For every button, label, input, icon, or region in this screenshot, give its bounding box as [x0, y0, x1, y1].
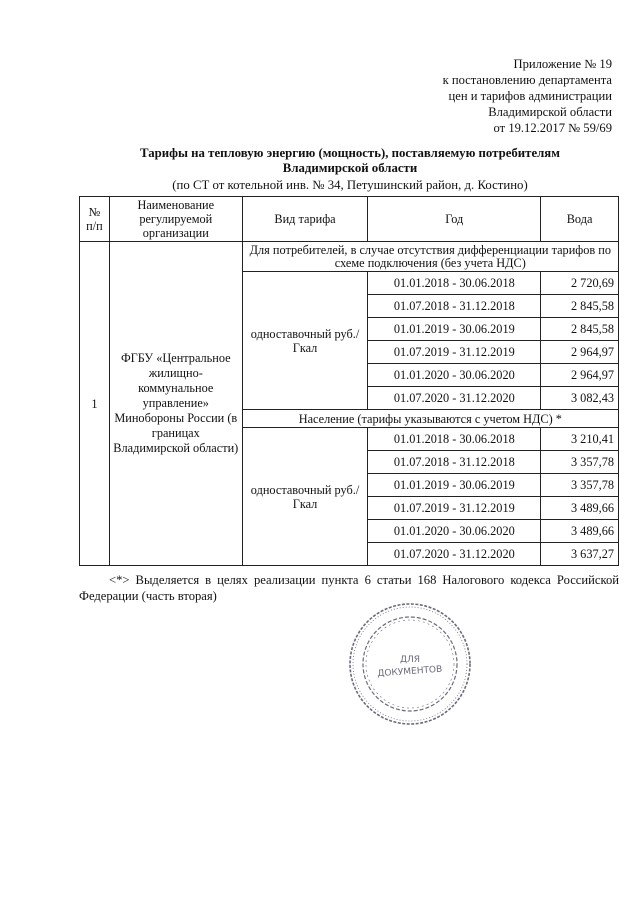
- header-line: цен и тарифов администрации: [448, 89, 612, 103]
- header-water: Вода: [541, 197, 619, 242]
- header-num: № п/п: [80, 197, 110, 242]
- period-cell: 01.07.2018 - 31.12.2018: [368, 451, 541, 474]
- stamp-text-2: ДОКУМЕНТОВ: [377, 664, 443, 680]
- value-cell: 3 489,66: [541, 497, 619, 520]
- tariff-type-cell: одноставочный руб./Гкал: [242, 272, 368, 410]
- period-cell: 01.07.2019 - 31.12.2019: [368, 341, 541, 364]
- value-cell: 3 357,78: [541, 474, 619, 497]
- value-cell: 2 845,58: [541, 295, 619, 318]
- header-line: Приложение № 19: [513, 57, 612, 71]
- value-cell: 3 489,66: [541, 520, 619, 543]
- title-subtitle: (по СТ от котельной инв. № 34, Петушинский район, д. Костино): [172, 178, 528, 192]
- header-line: к постановлению департамента: [442, 73, 612, 87]
- header-tariff-type: Вид тарифа: [242, 197, 368, 242]
- tariff-type-cell: одноставочный руб./Гкал: [242, 428, 368, 566]
- organization-name: ФГБУ «Центральное жилищно-коммунальное управление» Минобороны России (в границах Владимирской области): [109, 242, 242, 566]
- stamp-seal-icon: [346, 600, 474, 728]
- header-organization: Наименование регулируемой организации: [109, 197, 242, 242]
- header-line: Владимирской области: [488, 105, 612, 119]
- appendix-header: [443, 56, 612, 136]
- period-cell: 01.07.2018 - 31.12.2018: [368, 295, 541, 318]
- period-cell: 01.01.2018 - 30.06.2018: [368, 428, 541, 451]
- value-cell: 3 637,27: [541, 543, 619, 566]
- header-line: от 19.12.2017 № 59/69: [493, 121, 612, 135]
- document-title: [60, 146, 640, 193]
- period-cell: 01.01.2020 - 30.06.2020: [368, 364, 541, 387]
- header-year: Год: [368, 197, 541, 242]
- value-cell: 2 720,69: [541, 272, 619, 295]
- table-row: [80, 242, 619, 272]
- period-cell: 01.07.2020 - 31.12.2020: [368, 387, 541, 410]
- section2-label: Население (тарифы указываются с учетом НДС) *: [242, 410, 618, 428]
- value-cell: 2 845,58: [541, 318, 619, 341]
- section1-label: Для потребителей, в случае отсутствия дифференциации тарифов по схеме подключения (без учета НДС): [242, 242, 618, 272]
- value-cell: 3 082,43: [541, 387, 619, 410]
- tariff-table: [79, 196, 619, 566]
- period-cell: 01.07.2019 - 31.12.2019: [368, 497, 541, 520]
- period-cell: 01.07.2020 - 31.12.2020: [368, 543, 541, 566]
- stamp-text-1: ДЛЯ: [399, 655, 421, 665]
- period-cell: 01.01.2018 - 30.06.2018: [368, 272, 541, 295]
- table-header-row: [80, 197, 619, 242]
- value-cell: 3 357,78: [541, 451, 619, 474]
- value-cell: 2 964,97: [541, 341, 619, 364]
- value-cell: 2 964,97: [541, 364, 619, 387]
- period-cell: 01.01.2019 - 30.06.2019: [368, 318, 541, 341]
- official-stamp: [346, 600, 474, 733]
- title-line-1: Тарифы на тепловую энергию (мощность), поставляемую потребителям: [140, 146, 560, 160]
- footnote: <*> Выделяется в целях реализации пункта 6 статьи 168 Налогового кодекса Российской Федерации (часть вторая): [79, 573, 619, 603]
- title-line-2: Владимирской области: [282, 161, 418, 175]
- period-cell: 01.01.2019 - 30.06.2019: [368, 474, 541, 497]
- value-cell: 3 210,41: [541, 428, 619, 451]
- period-cell: 01.01.2020 - 30.06.2020: [368, 520, 541, 543]
- row-number: 1: [80, 242, 110, 566]
